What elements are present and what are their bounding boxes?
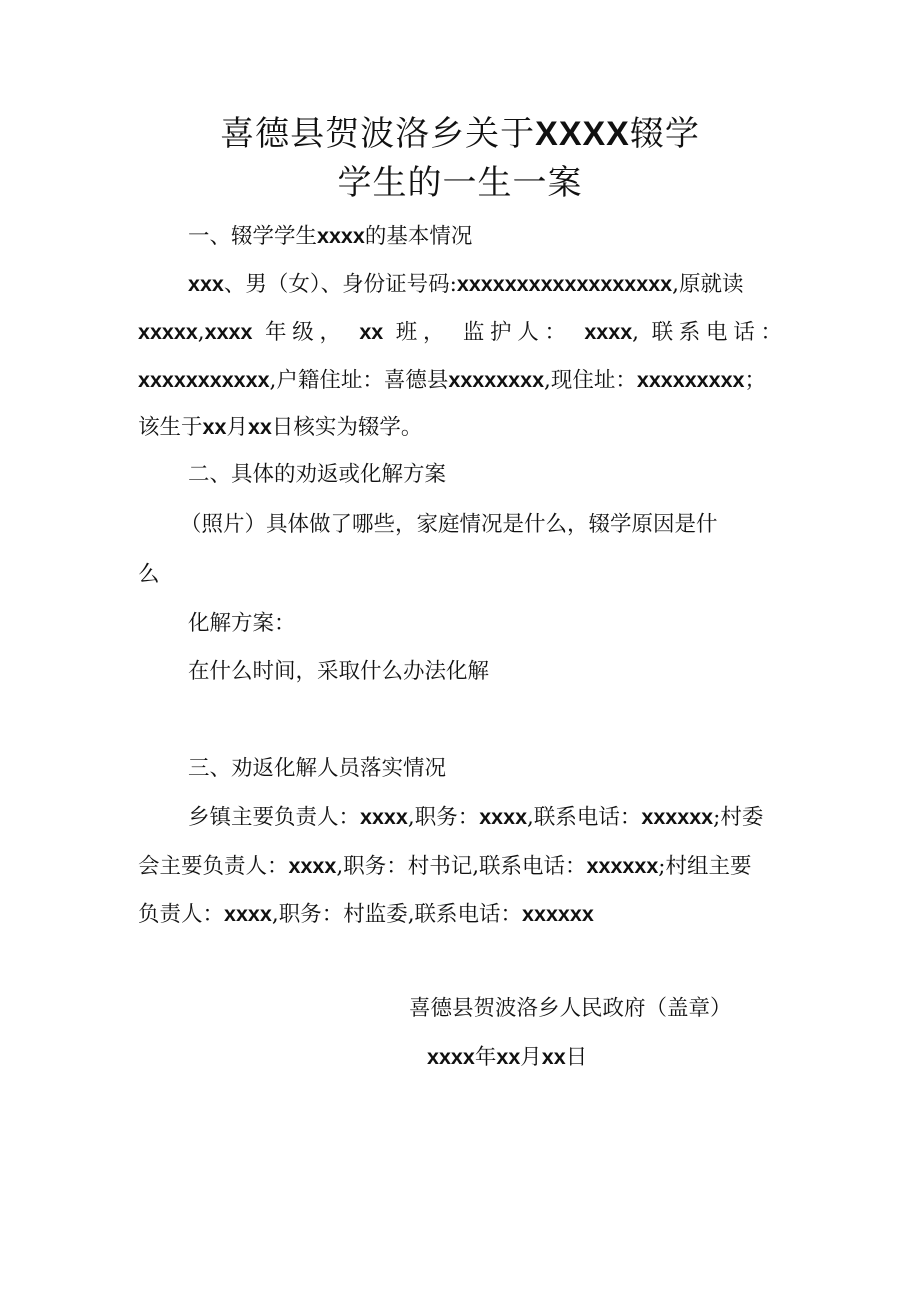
section-1-heading: 一、辍学学生xxxx的基本情况 bbox=[188, 224, 473, 249]
document-title-line-1: 喜德县贺波洛乡关于XXXX辍学 bbox=[220, 114, 700, 154]
student-info-line-2: xxxxx,xxxx 年级， xx 班， 监护人： xxxx, 联系电话： bbox=[138, 320, 782, 345]
student-info-line-3: xxxxxxxxxxx,户籍住址：喜德县xxxxxxxx,现住址：xxxxxxxxx； bbox=[138, 368, 767, 393]
section-2-heading: 二、具体的劝返或化解方案 bbox=[188, 462, 447, 487]
student-info-line-4: 该生于xx月xx日核实为辍学。 bbox=[138, 415, 423, 440]
photo-description-line-1: （照片）具体做了哪些，家庭情况是什么，辍学原因是什 bbox=[180, 512, 718, 537]
section-3-heading: 三、劝返化解人员落实情况 bbox=[188, 756, 447, 781]
signing-date: xxxx年xx月xx日 bbox=[427, 1045, 588, 1070]
photo-description-line-2: 么 bbox=[138, 562, 160, 587]
student-info-line-1: xxx、男（女）、身份证号码:xxxxxxxxxxxxxxxxxx,原就读 bbox=[188, 272, 744, 297]
plan-label: 化解方案： bbox=[188, 611, 296, 636]
plan-text: 在什么时间，采取什么办法化解 bbox=[188, 659, 490, 684]
staff-info-line-2: 会主要负责人：xxxx,职务：村书记,联系电话：xxxxxx;村组主要 bbox=[138, 854, 752, 879]
staff-info-line-1: 乡镇主要负责人：xxxx,职务：xxxx,联系电话：xxxxxx;村委 bbox=[188, 805, 764, 830]
signing-organization: 喜德县贺波洛乡人民政府（盖章） bbox=[409, 996, 732, 1021]
document-title-line-2: 学生的一生一案 bbox=[337, 163, 583, 203]
staff-info-line-3: 负责人：xxxx,职务：村监委,联系电话：xxxxxx bbox=[138, 902, 594, 927]
